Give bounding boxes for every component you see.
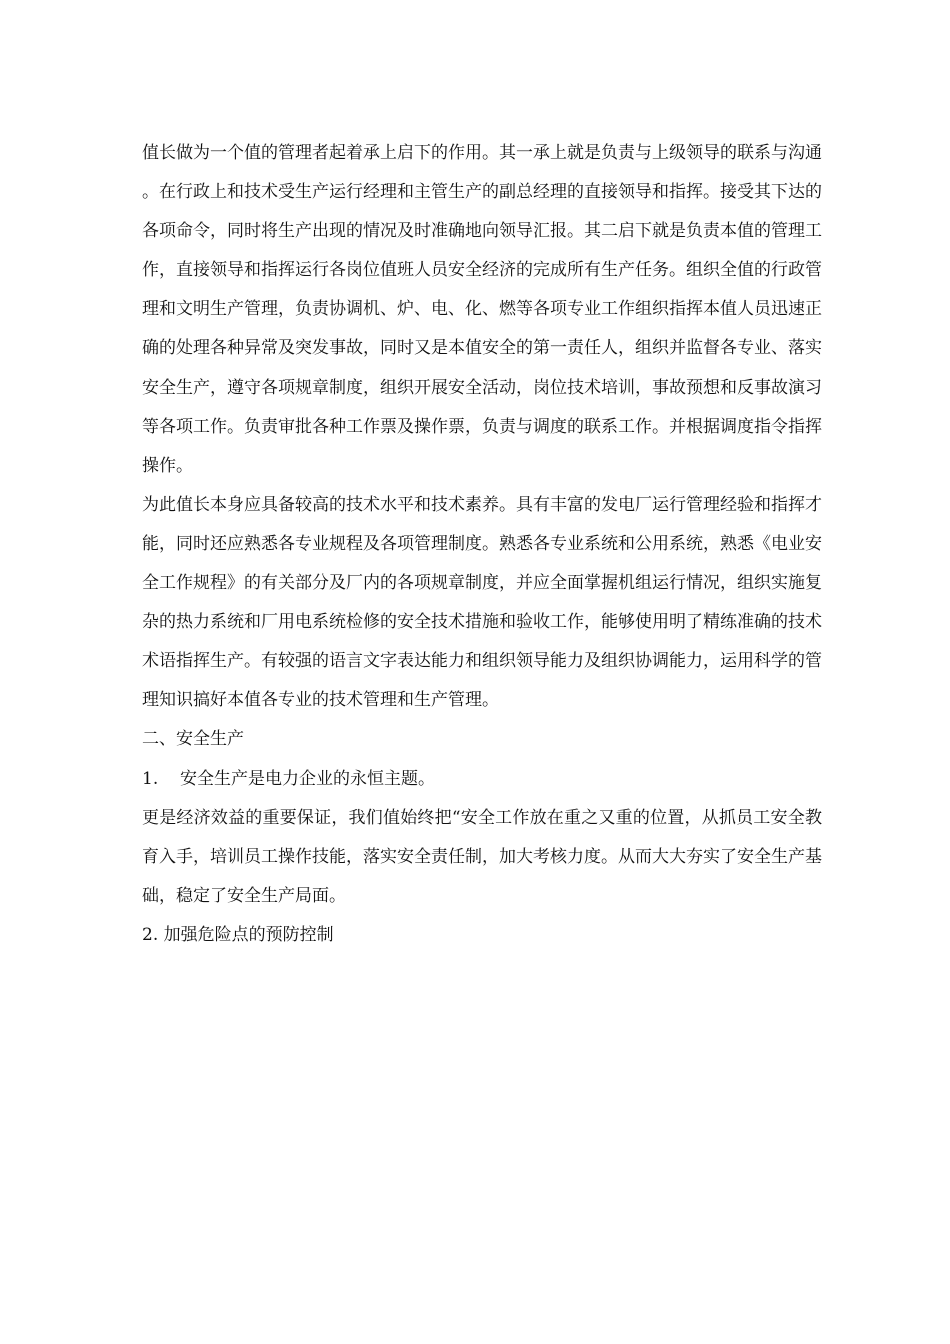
paragraph-shift-leader-role: 值长做为一个值的管理者起着承上启下的作用。其一承上就是负责与上级领导的联系与沟通。在行政上和技术受生产运行经理和主管生产的副总经理的直接领导和指挥。接受其下达的各项命令，同时将生产出现的情况及时准确地向领导汇报。其二启下就是负责本值的管理工作，直接领导和指挥运行各岗位值班人员安全经济的完成所有生产任务。组织全值的行政管理和文明生产管理，负责协调机、炉、电、化、燃等各项专业工作组织指挥本值人员迅速正确的处理各种异常及突发事故，同时又是本值安全的第一责任人，组织并监督各专业、落实安全生产，遵守各项规章制度，组织开展安全活动，岗位技术培训，事故预想和反事故演习等各项工作。负责审批各种工作票及操作票，负责与调度的联系工作。并根据调度指令指挥操作。 — [142, 143, 822, 476]
paragraph-shift-leader-requirements: 为此值长本身应具备较高的技术水平和技术素养。具有丰富的发电厂运行管理经验和指挥才能，同时还应熟悉各专业规程及各项管理制度。熟悉各专业系统和公用系统，熟悉《电业安全工作规程》的有关部分及厂内的各项规章制度，并应全面掌握机组运行情况，组织实施复杂的热力系统和厂用电系统检修的安全技术措施和验收工作，能够使用明了精练准确的技术术语指挥生产。有较强的语言文字表达能力和组织领导能力及组织协调能力，运用科学的管理知识搞好本值各专业的技术管理和生产管理。 — [142, 494, 822, 711]
item-1-text: 安全生产是电力企业的永恒主题。 — [180, 768, 435, 789]
paragraph-safety-benefit: 更是经济效益的重要保证，我们值始终把“安全工作放在重之又重的位置，从抓员工安全教育入手，培训员工操作技能，落实安全责任制，加大考核力度。从而大大夯实了安全生产基础，稳定了安全生产局面。 — [142, 807, 822, 906]
numbered-item-1 — [142, 760, 822, 799]
numbered-item-2: 2. 加强危险点的预防控制 — [142, 924, 334, 945]
item-1-number: 1. — [142, 768, 159, 789]
section-heading-safety: 二、安全生产 — [142, 729, 244, 750]
document-page — [142, 134, 822, 955]
